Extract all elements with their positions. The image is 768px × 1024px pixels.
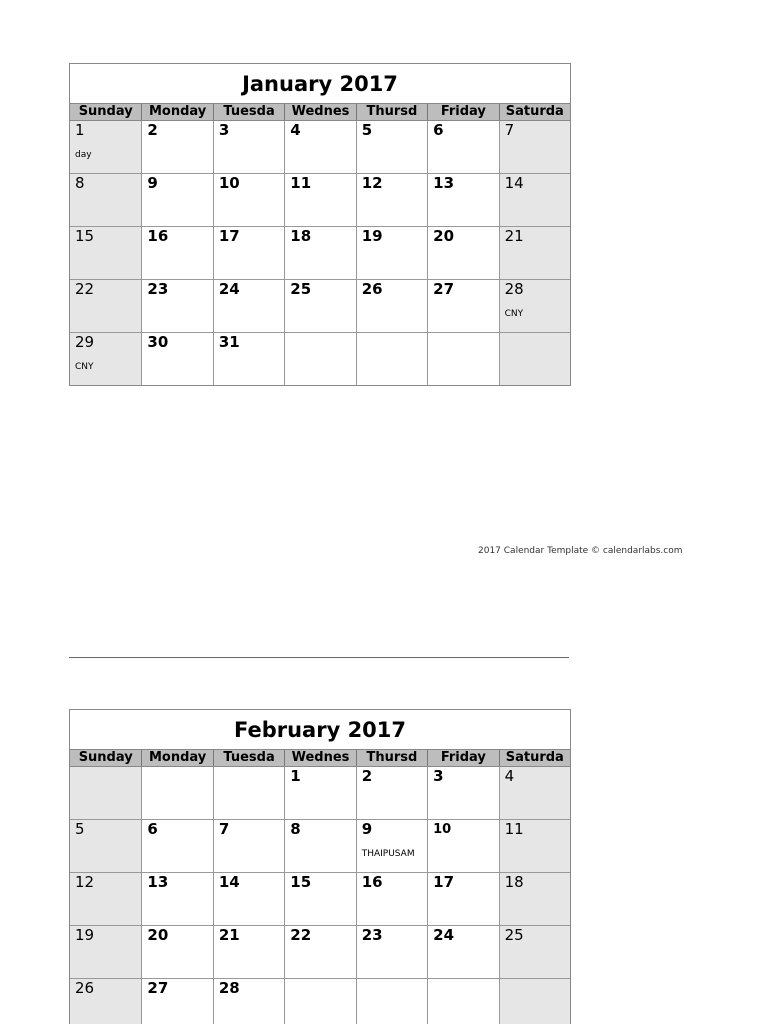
day-number: 12 <box>361 174 383 192</box>
day-cell[interactable] <box>499 820 570 872</box>
day-cell[interactable] <box>141 926 212 978</box>
day-number: 17 <box>218 227 240 245</box>
day-cell[interactable] <box>70 926 141 978</box>
day-cell[interactable] <box>356 174 427 226</box>
day-number: 24 <box>218 280 240 298</box>
day-cell[interactable] <box>499 174 570 226</box>
day-number: 7 <box>218 820 230 838</box>
day-number: 3 <box>433 767 444 785</box>
day-number: 15 <box>75 227 95 245</box>
day-cell[interactable] <box>499 227 570 279</box>
day-cell[interactable] <box>213 926 284 978</box>
weekday-header: Sunday <box>78 750 133 765</box>
weekday-header: Friday <box>427 750 498 766</box>
day-cell[interactable] <box>141 333 212 385</box>
day-number: 10 <box>218 174 240 192</box>
day-number: 2 <box>147 121 158 139</box>
day-cell[interactable] <box>284 873 355 925</box>
day-number: 23 <box>361 926 383 944</box>
day-cell[interactable] <box>356 227 427 279</box>
weekday-header-row <box>70 750 570 767</box>
day-cell[interactable] <box>213 121 284 173</box>
day-number: 1 <box>75 121 85 139</box>
day-cell[interactable] <box>499 280 570 332</box>
weekday-header: Saturda <box>499 104 570 120</box>
week-row <box>70 926 570 979</box>
day-cell[interactable] <box>284 333 355 385</box>
day-cell[interactable] <box>356 926 427 978</box>
calendar-february <box>69 709 571 1024</box>
day-cell[interactable] <box>70 333 141 385</box>
day-number: 8 <box>75 174 85 192</box>
weekday-header: Thursd <box>356 104 427 120</box>
weekday-header: Friday <box>427 104 498 120</box>
weekday-header: Tuesda <box>213 104 284 120</box>
day-cell[interactable] <box>141 873 212 925</box>
week-row <box>70 979 570 1024</box>
day-number: 20 <box>433 227 455 245</box>
holiday-note: THAIPUSAM <box>361 849 415 859</box>
day-number: 5 <box>361 121 373 139</box>
day-cell[interactable] <box>356 873 427 925</box>
day-number: 22 <box>75 280 95 298</box>
day-cell[interactable] <box>141 767 212 819</box>
day-cell[interactable] <box>141 174 212 226</box>
day-number: 2 <box>361 767 373 785</box>
day-cell[interactable] <box>70 767 141 819</box>
weekday-header: Monday <box>141 750 212 766</box>
day-number: 27 <box>147 979 169 997</box>
day-number: 4 <box>290 121 301 139</box>
day-cell[interactable] <box>427 280 498 332</box>
day-number: 13 <box>147 873 169 891</box>
day-cell[interactable] <box>356 979 427 1024</box>
weekday-header: Wednes <box>284 750 355 766</box>
day-number: 21 <box>504 227 524 245</box>
day-cell[interactable] <box>427 873 498 925</box>
day-number: 9 <box>361 820 373 838</box>
day-cell[interactable] <box>356 280 427 332</box>
day-cell[interactable] <box>427 926 498 978</box>
day-cell[interactable] <box>213 767 284 819</box>
day-cell[interactable] <box>284 121 355 173</box>
day-number: 9 <box>147 174 158 192</box>
month-title: February 2017 <box>70 710 570 750</box>
day-cell[interactable] <box>356 121 427 173</box>
day-number: 27 <box>433 280 455 298</box>
weekday-header: Tuesda <box>213 750 284 766</box>
day-number: 3 <box>218 121 230 139</box>
day-number: 31 <box>218 333 240 351</box>
day-number: 28 <box>218 979 240 997</box>
day-number: 19 <box>361 227 383 245</box>
day-cell[interactable] <box>284 227 355 279</box>
day-number: 14 <box>218 873 240 891</box>
day-number: 26 <box>75 979 95 997</box>
weekday-header: Saturda <box>499 750 570 766</box>
day-cell[interactable] <box>70 280 141 332</box>
day-cell[interactable] <box>427 174 498 226</box>
day-cell[interactable] <box>284 926 355 978</box>
day-cell[interactable] <box>141 121 212 173</box>
weekday-header-row <box>70 104 570 121</box>
day-cell[interactable] <box>213 227 284 279</box>
day-number: 12 <box>75 873 95 891</box>
day-cell[interactable] <box>284 979 355 1024</box>
day-number: 21 <box>218 926 240 944</box>
day-number: 5 <box>75 820 85 838</box>
day-cell[interactable] <box>427 767 498 819</box>
weekday-header: Monday <box>141 104 212 120</box>
day-number: 10 <box>433 822 452 837</box>
day-cell[interactable] <box>427 333 498 385</box>
day-number: 18 <box>290 227 312 245</box>
day-cell[interactable] <box>427 820 498 872</box>
day-number: 16 <box>361 873 383 891</box>
day-cell[interactable] <box>427 121 498 173</box>
holiday-note: CNY <box>504 309 524 319</box>
day-cell[interactable] <box>284 174 355 226</box>
day-number: 29 <box>75 333 95 351</box>
footer-credit[interactable]: 2017 Calendar Template © calendarlabs.com <box>478 546 683 556</box>
week-row <box>70 227 570 280</box>
weekday-header: Sunday <box>78 104 133 119</box>
day-number: 23 <box>147 280 169 298</box>
day-number: 15 <box>290 873 312 891</box>
day-cell[interactable] <box>284 820 355 872</box>
day-number: 4 <box>504 767 515 785</box>
day-cell[interactable] <box>213 280 284 332</box>
week-row <box>70 767 570 820</box>
day-cell[interactable] <box>427 227 498 279</box>
weekday-header: Thursd <box>356 750 427 766</box>
day-number: 16 <box>147 227 169 245</box>
day-cell[interactable] <box>70 979 141 1024</box>
day-number: 11 <box>504 820 524 838</box>
day-cell[interactable] <box>213 873 284 925</box>
day-cell[interactable] <box>284 280 355 332</box>
day-number: 30 <box>147 333 169 351</box>
day-cell[interactable] <box>70 174 141 226</box>
day-cell[interactable] <box>70 820 141 872</box>
calendar-january <box>69 63 571 386</box>
day-cell[interactable] <box>427 979 498 1024</box>
day-number: 26 <box>361 280 383 298</box>
day-number: 13 <box>433 174 455 192</box>
day-cell[interactable] <box>284 767 355 819</box>
day-cell[interactable] <box>356 820 427 872</box>
day-number: 25 <box>504 926 524 944</box>
day-cell[interactable] <box>213 979 284 1024</box>
day-cell[interactable] <box>213 174 284 226</box>
week-row <box>70 873 570 926</box>
day-cell[interactable] <box>499 333 570 385</box>
week-row <box>70 280 570 333</box>
month-title: January 2017 <box>70 64 570 104</box>
calendar-grid <box>70 121 570 385</box>
day-number: 28 <box>504 280 524 298</box>
day-cell[interactable] <box>213 820 284 872</box>
holiday-note: CNY <box>75 362 94 372</box>
calendar-grid <box>70 767 570 1024</box>
day-number: 6 <box>147 820 158 838</box>
day-cell[interactable] <box>70 121 141 173</box>
day-cell[interactable] <box>141 979 212 1024</box>
day-number: 25 <box>290 280 312 298</box>
day-number: 17 <box>433 873 455 891</box>
day-number: 22 <box>290 926 312 944</box>
week-row <box>70 820 570 873</box>
day-cell[interactable] <box>499 121 570 173</box>
day-number: 24 <box>433 926 455 944</box>
day-number: 20 <box>147 926 169 944</box>
day-cell[interactable] <box>356 767 427 819</box>
day-number: 18 <box>504 873 524 891</box>
week-row <box>70 333 570 385</box>
week-row <box>70 121 570 174</box>
holiday-note: day <box>75 150 92 160</box>
day-cell[interactable] <box>356 333 427 385</box>
day-cell[interactable] <box>70 873 141 925</box>
divider-line <box>69 657 569 658</box>
day-number: 8 <box>290 820 301 838</box>
day-cell[interactable] <box>141 820 212 872</box>
day-cell[interactable] <box>213 333 284 385</box>
week-row <box>70 174 570 227</box>
day-cell[interactable] <box>499 926 570 978</box>
day-cell[interactable] <box>499 873 570 925</box>
day-cell[interactable] <box>141 280 212 332</box>
day-number: 14 <box>504 174 524 192</box>
day-cell[interactable] <box>70 227 141 279</box>
day-number: 1 <box>290 767 301 785</box>
day-cell[interactable] <box>499 767 570 819</box>
day-cell[interactable] <box>141 227 212 279</box>
weekday-header: Wednes <box>284 104 355 120</box>
day-number: 19 <box>75 926 95 944</box>
day-number: 11 <box>290 174 312 192</box>
day-number: 7 <box>504 121 515 139</box>
day-number: 6 <box>433 121 444 139</box>
day-cell[interactable] <box>499 979 570 1024</box>
